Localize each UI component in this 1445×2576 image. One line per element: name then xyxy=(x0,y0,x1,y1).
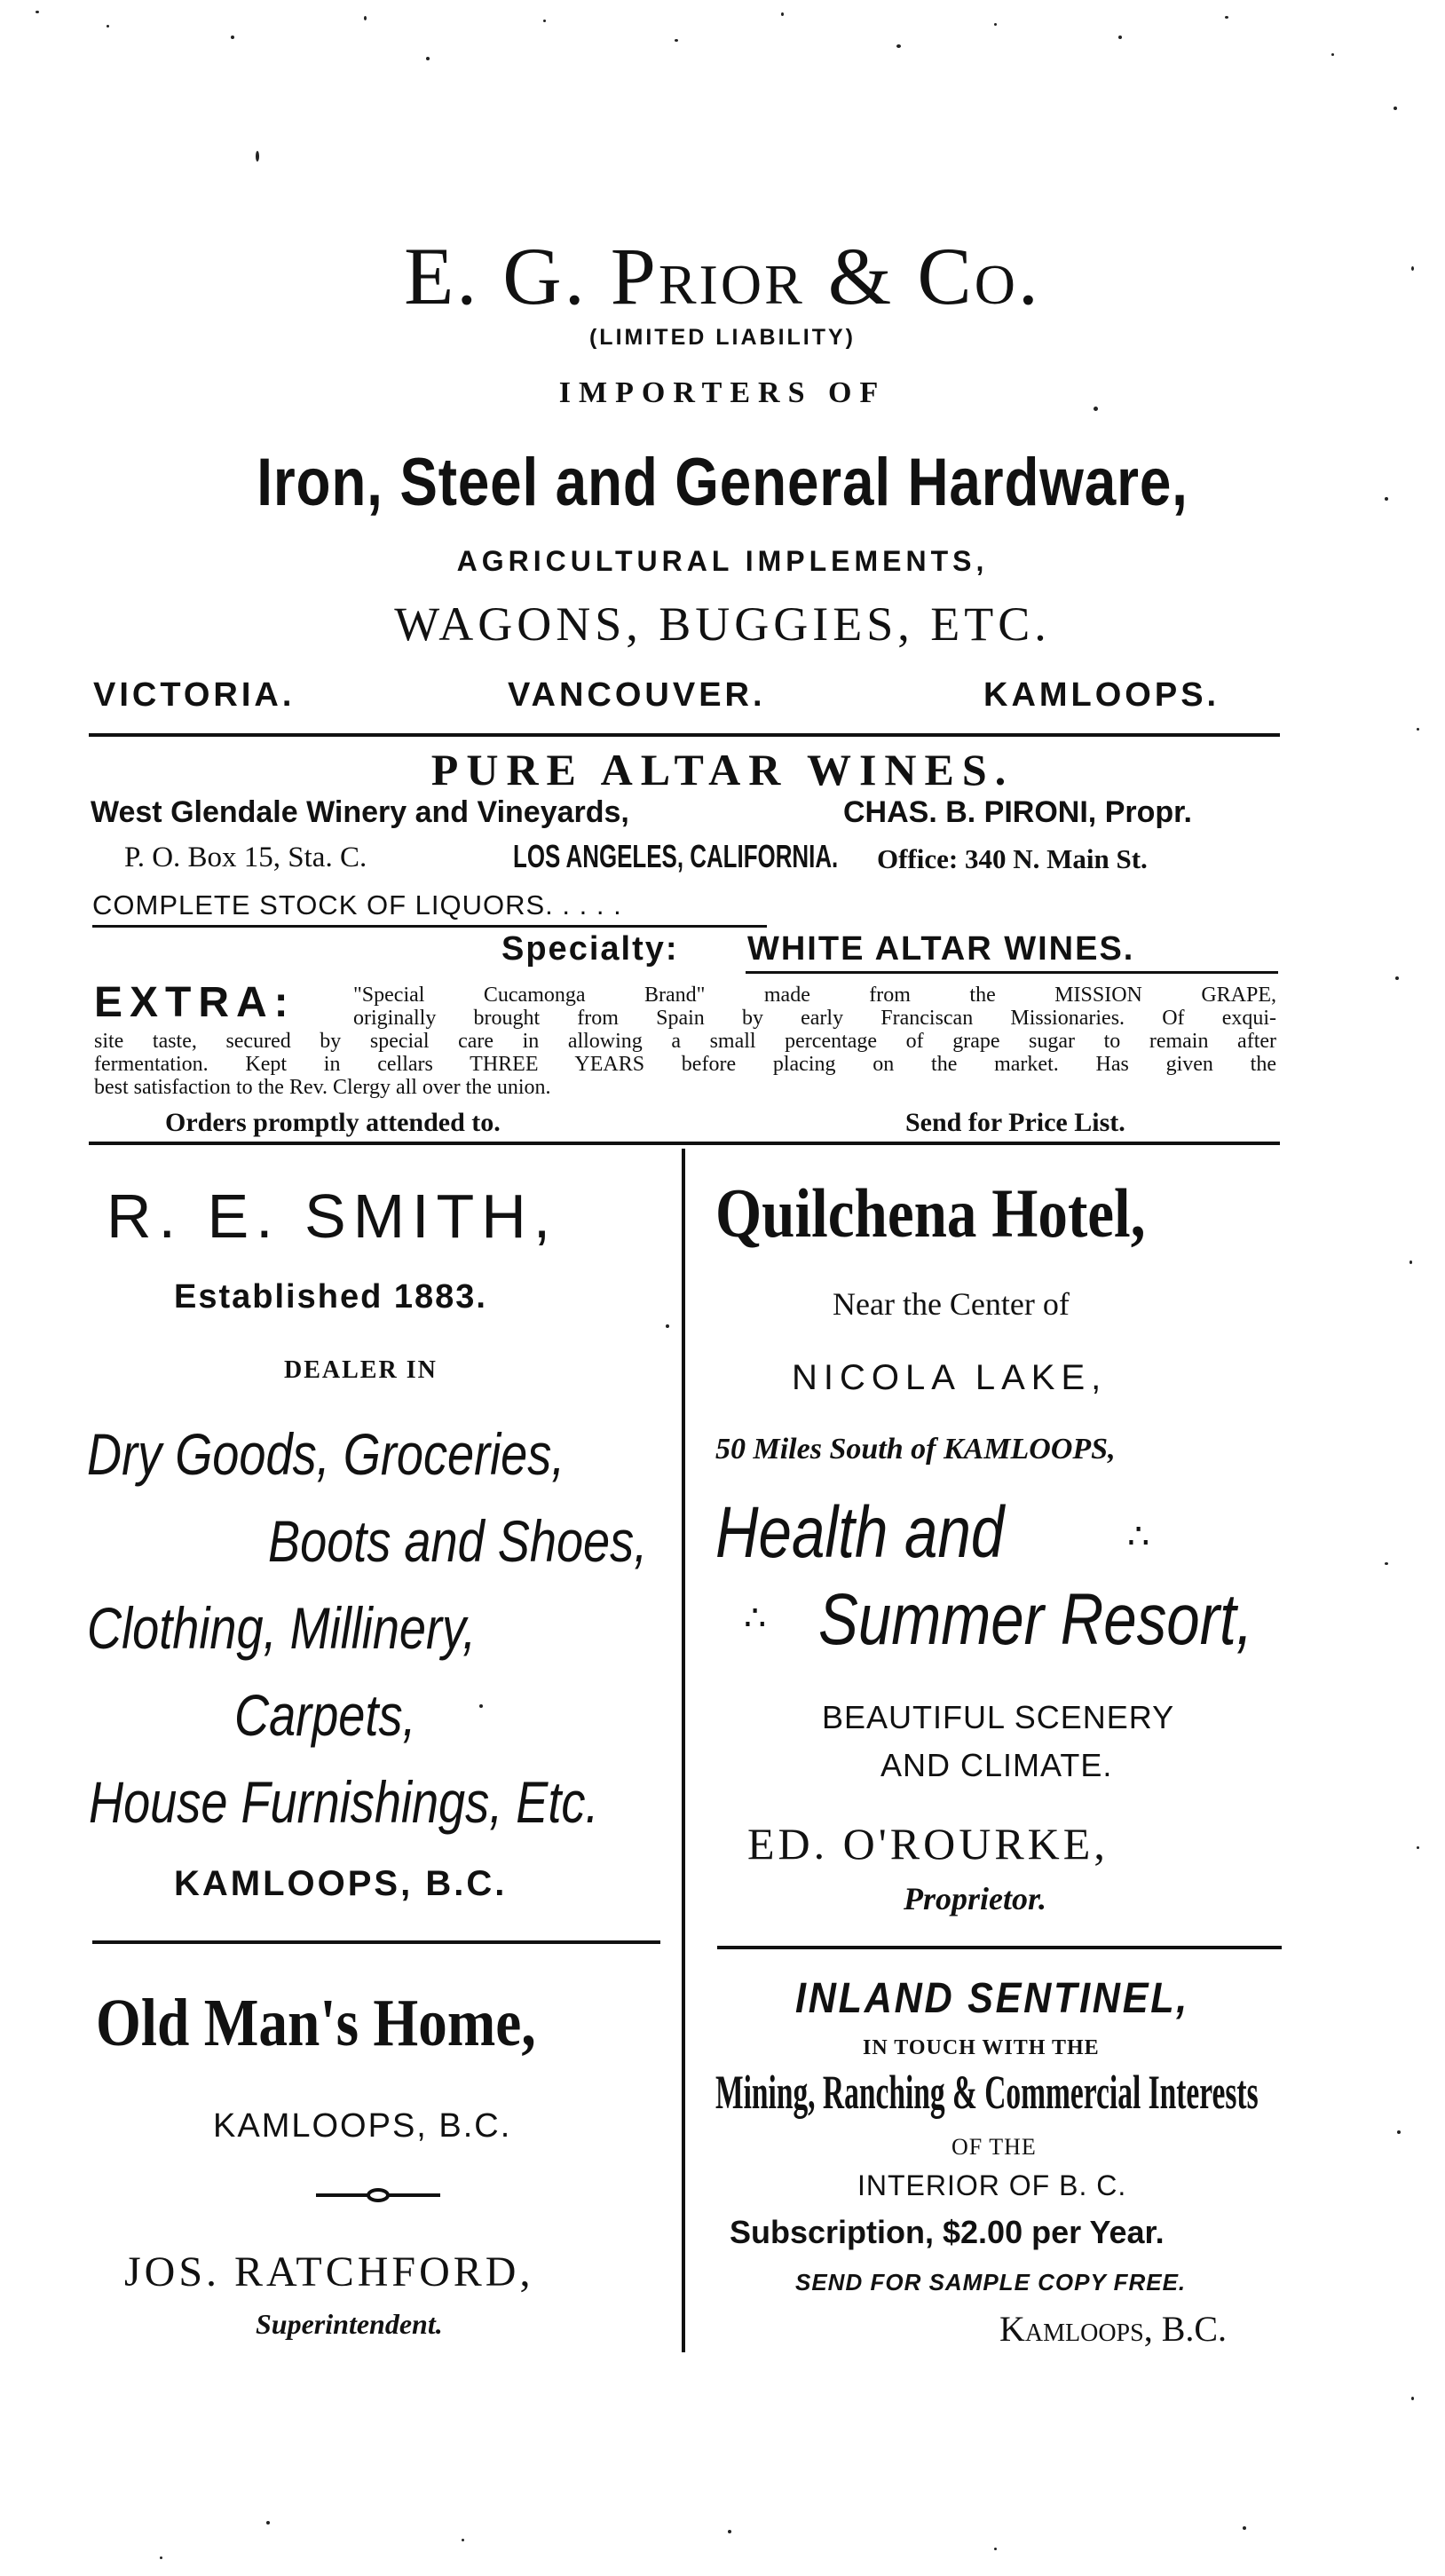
oldmans-superintendent: JOS. RATCHFORD, xyxy=(124,2248,534,2295)
wines-winery: West Glendale Winery and Vineyards, xyxy=(91,795,629,829)
wines-specialty-value: WHITE ALTAR WINES. xyxy=(747,930,1135,968)
hotel-resort: Summer Resort, xyxy=(818,1579,1253,1660)
hotel-owner-title: Proprietor. xyxy=(904,1881,1047,1916)
column-divider xyxy=(682,1149,685,2352)
oldmans-title: Superintendent. xyxy=(256,2308,443,2340)
wines-stock: COMPLETE STOCK OF LIQUORS. . . . . xyxy=(92,889,622,921)
smith-line-carpets: Carpets, xyxy=(234,1682,416,1748)
wines-proprietor: CHAS. B. PIRONI, Propr. xyxy=(843,795,1192,829)
prior-company-name: E. G. Prior & Co. xyxy=(404,231,1041,321)
divider-top xyxy=(89,733,1280,737)
prior-city-vancouver: VANCOUVER. xyxy=(508,676,766,714)
prior-wagons-line: WAGONS, BUGGIES, ETC. xyxy=(394,597,1051,651)
prior-implements-line: AGRICULTURAL IMPLEMENTS, xyxy=(456,545,989,577)
sentinel-touch: IN TOUCH WITH THE xyxy=(863,2036,1100,2059)
smith-line-dry-goods: Dry Goods, Groceries, xyxy=(87,1421,565,1487)
oldmans-name: Old Man's Home, xyxy=(96,1986,536,2060)
wines-pobox: P. O. Box 15, Sta. C. xyxy=(124,842,367,873)
smith-name: R. E. SMITH, xyxy=(107,1181,558,1251)
divider-right-lower xyxy=(717,1946,1282,1949)
sentinel-name: INLAND SENTINEL, xyxy=(795,1975,1190,2022)
wines-extra-line2: originally brought from Spain by early Franciscan Missionaries. Of exqui- xyxy=(353,1007,1276,1030)
wines-city: LOS ANGELES, CALIFORNIA. xyxy=(513,838,839,874)
hotel-ornament-2: ∴ xyxy=(744,1599,767,1638)
prior-hardware-line: Iron, Steel and General Hardware, xyxy=(257,445,1188,520)
wines-extra-line5: best satisfaction to the Rev. Clergy all over the union. xyxy=(94,1076,551,1099)
sentinel-interior: INTERIOR OF B. C. xyxy=(857,2169,1127,2201)
hotel-name: Quilchena Hotel, xyxy=(715,1174,1146,1252)
hotel-lake: NICOLA LAKE, xyxy=(792,1358,1108,1397)
sentinel-location: Kamloops, B.C. xyxy=(999,2309,1228,2349)
divider-left-lower xyxy=(92,1940,660,1944)
hotel-climate: AND CLIMATE. xyxy=(880,1747,1113,1783)
wines-extra-line3: site taste, secured by special care in allowing a small percentage of grape sugar to remain after xyxy=(94,1030,1276,1053)
prior-liability: (LIMITED LIABILITY) xyxy=(588,325,857,350)
wines-specialty-label: Specialty: xyxy=(501,930,679,968)
divider-middle xyxy=(89,1142,1280,1145)
smith-line-clothing: Clothing, Millinery, xyxy=(87,1595,477,1661)
wines-specialty-underline xyxy=(746,971,1278,974)
prior-importers-heading: IMPORTERS OF xyxy=(558,376,887,409)
wines-extra-line4: fermentation. Kept in cellars THREE YEARS before placing on the market. Has given the xyxy=(94,1053,1276,1076)
smith-location: KAMLOOPS, B.C. xyxy=(174,1864,508,1903)
hotel-near: Near the Center of xyxy=(833,1286,1070,1322)
smith-established: Established 1883. xyxy=(174,1278,487,1316)
wines-extra-label: EXTRA: xyxy=(94,979,296,1026)
prior-city-victoria: VICTORIA. xyxy=(93,676,296,714)
sentinel-subscription: Subscription, $2.00 per Year. xyxy=(730,2214,1165,2250)
wines-orders: Orders promptly attended to. xyxy=(165,1108,501,1137)
hotel-distance: 50 Miles South of KAMLOOPS, xyxy=(715,1433,1116,1466)
prior-city-kamloops: KAMLOOPS. xyxy=(983,676,1220,714)
hotel-health: Health and xyxy=(715,1492,1005,1573)
sentinel-interests: Mining, Ranching & Commercial Interests xyxy=(715,2066,1259,2119)
hotel-ornament-1: ∴ xyxy=(1127,1517,1150,1556)
smith-line-furnishings: House Furnishings, Etc. xyxy=(89,1769,599,1835)
hotel-scenery: BEAUTIFUL SCENERY xyxy=(822,1699,1175,1735)
smith-dealer: DEALER IN xyxy=(284,1356,438,1384)
oldmans-location: KAMLOOPS, B.C. xyxy=(213,2107,512,2145)
wines-stock-underline xyxy=(92,925,767,928)
wines-price-list: Send for Price List. xyxy=(905,1108,1125,1137)
wines-heading: PURE ALTAR WINES. xyxy=(430,745,1015,794)
wines-extra-line1: "Special Cucamonga Brand" made from the MISSION GRAPE, xyxy=(353,984,1276,1007)
sentinel-of-the: OF THE xyxy=(951,2134,1037,2160)
oldmans-ornament-rule xyxy=(316,2185,440,2205)
wines-office: Office: 340 N. Main St. xyxy=(877,843,1148,874)
smith-line-boots: Boots and Shoes, xyxy=(268,1508,648,1574)
hotel-owner: ED. O'ROURKE, xyxy=(747,1819,1109,1869)
sentinel-sample: SEND FOR SAMPLE COPY FREE. xyxy=(795,2269,1187,2295)
